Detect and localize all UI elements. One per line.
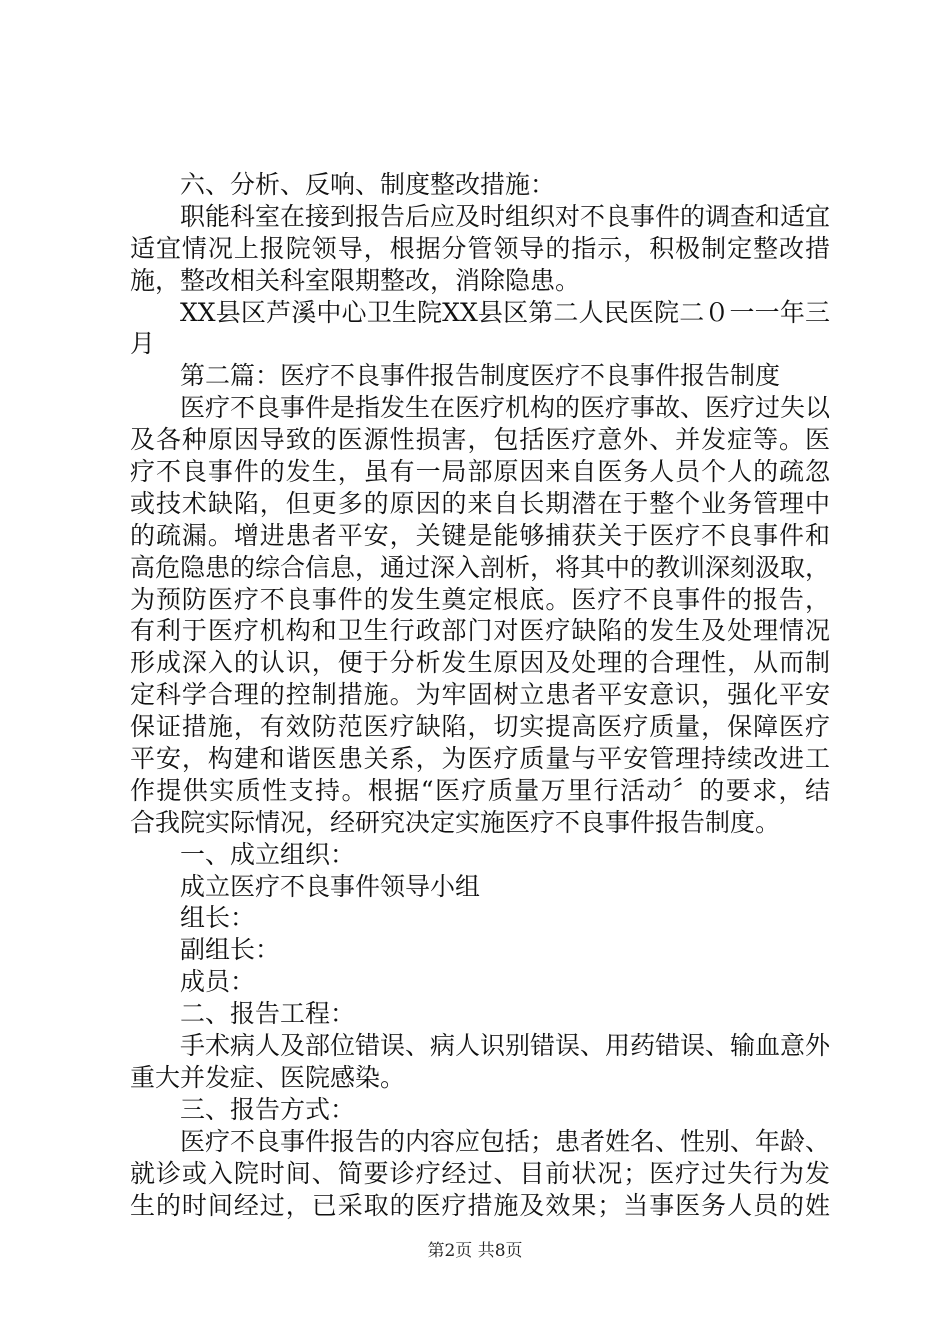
role-leader: 组长： (180, 903, 256, 933)
paragraph-line: 成立医疗不良事件领导小组 (180, 871, 481, 901)
paragraph-line: 或技术缺陷，但更多的原因的来自长期潜在于整个业务管理中 (130, 488, 830, 518)
signature-line: 月 (130, 329, 156, 359)
page-number: 第2页 共8页 (427, 1241, 523, 1261)
paragraph-line: 生的时间经过，已采取的医疗措施及效果；当事医务人员的姓 (130, 1190, 830, 1220)
paragraph-line: 有利于医疗机构和卫生行政部门对医疗缺陷的发生及处理情况 (130, 616, 830, 646)
section-heading-3: 三、报告方式： (180, 1094, 356, 1124)
paragraph-line: 合我院实际情况，经研究决定实施医疗不良事件报告制度。 (130, 807, 781, 837)
paragraph-line: 手术病人及部位错误、病人识别错误、用药错误、输血意外 (180, 1031, 831, 1061)
role-members: 成员： (180, 967, 256, 997)
chapter-heading: 第二篇：医疗不良事件报告制度医疗不良事件报告制度 (180, 361, 781, 391)
document-body (130, 169, 830, 1221)
paragraph-line: 适宜情况上报院领导，根据分管领导的指示，积极制定整改措 (130, 233, 830, 263)
paragraph-line: 为预防医疗不良事件的发生奠定根底。医疗不良事件的报告， (130, 584, 830, 614)
paragraph-line: 及各种原因导致的医源性损害，包括医疗意外、并发症等。医 (130, 425, 830, 455)
section-heading-6: 六、分析、反响、制度整改措施： (180, 170, 556, 199)
signature-line: XX县区芦溪中心卫生院XX县区第二人民医院二０一一年三 (180, 297, 830, 327)
paragraph-line: 的疏漏。增进患者平安，关键是能够捕获关于医疗不良事件和 (130, 520, 830, 550)
paragraph-line: 医疗不良事件是指发生在医疗机构的医疗事故、医疗过失以 (180, 393, 831, 423)
paragraph-line: 形成深入的认识，便于分析发生原因及处理的合理性，从而制 (130, 648, 830, 678)
paragraph-line: 重大并发症、医院感染。 (130, 1062, 406, 1092)
paragraph-line: 平安，构建和谐医患关系，为医疗质量与平安管理持续改进工 (130, 744, 830, 774)
section-heading-2: 二、报告工程： (180, 999, 356, 1029)
paragraph-line: 作提供实质性支持。根据“医疗质量万里行活动〞的要求，结 (130, 775, 830, 805)
paragraph-line: 高危隐患的综合信息，通过深入剖析，将其中的教训深刻汲取， (130, 552, 831, 582)
paragraph-line: 施，整改相关科室限期整改，消除隐患。 (130, 265, 581, 295)
role-deputy-leader: 副组长： (180, 935, 281, 965)
paragraph-line: 医疗不良事件报告的内容应包括；患者姓名、性别、年龄、 (180, 1126, 831, 1156)
section-heading-1: 一、成立组织： (180, 839, 356, 869)
paragraph-line: 就诊或入院时间、简要诊疗经过、目前状况；医疗过失行为发 (130, 1158, 830, 1188)
paragraph-line: 职能科室在接到报告后应及时组织对不良事件的调查和适宜 (180, 201, 831, 231)
paragraph-line: 疗不良事件的发生，虽有一局部原因来自医务人员个人的疏忽 (130, 457, 830, 487)
paragraph-line: 保证措施，有效防范医疗缺陷，切实提高医疗质量，保障医疗 (130, 712, 830, 742)
paragraph-line: 定科学合理的控制措施。为牢固树立患者平安意识，强化平安 (130, 680, 830, 710)
